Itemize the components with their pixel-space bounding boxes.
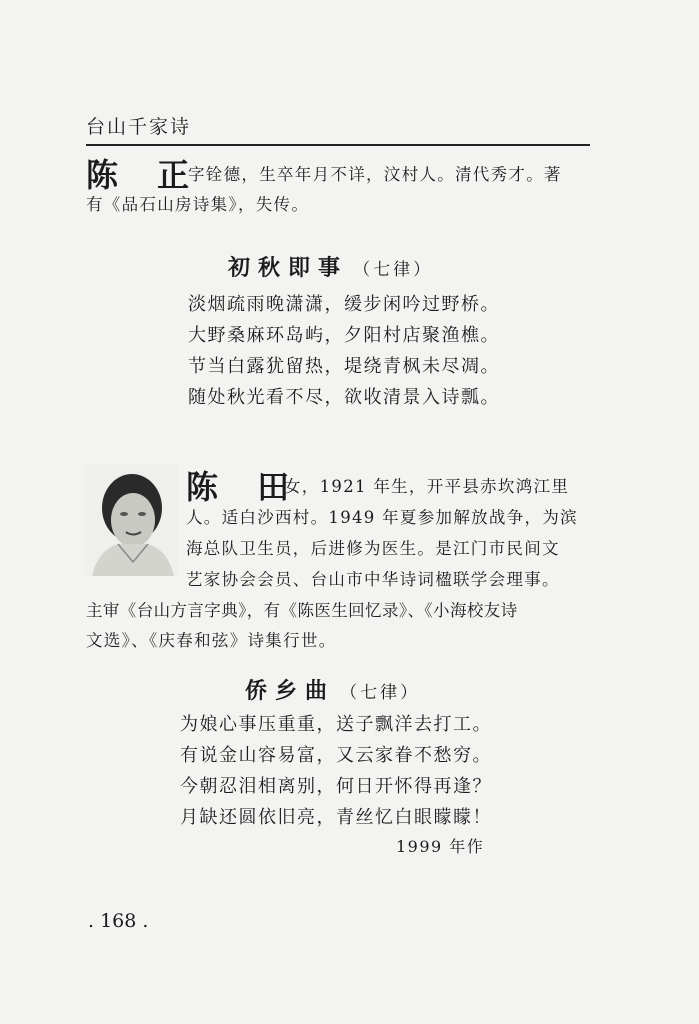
author-portrait: [84, 464, 178, 576]
bio-line: 文选》、《庆春和弦》诗集行世。: [86, 631, 337, 650]
bio-line: 字铨德，生卒年月不详，汶村人。清代秀才。著: [188, 165, 562, 184]
bio-line: 人。适白沙西村。1949 年夏参加解放战争，为滨: [186, 508, 578, 527]
bio-line: 有《品石山房诗集》，失传。: [86, 195, 310, 214]
poem-line: 随处秋光看不尽，欲收清景入诗瓢。: [188, 387, 500, 408]
poem-heading: [228, 251, 433, 282]
poem-line: 节当白露犹留热，堤绕青枫未尽凋。: [188, 356, 500, 377]
bio-line: 主审《台山方言字典》，有《陈医生回忆录》、《小海校友诗: [86, 601, 518, 620]
poem-line: 为娘心事压重重，送子飘洋去打工。: [180, 714, 492, 735]
poem-form: （七律）: [353, 260, 434, 280]
poem-form: （七律）: [340, 683, 421, 703]
poem-line: 淡烟疏雨晚潇潇，缓步闲吟过野桥。: [188, 294, 500, 315]
poem-date: 1999 年作: [396, 837, 485, 856]
page-number: . 168 .: [88, 910, 149, 932]
author-name-chen-tian: 陈 田: [186, 468, 304, 506]
poem-title: 侨乡曲: [245, 679, 336, 704]
header-rule: [86, 144, 590, 146]
author-name-chen-zheng: 陈 正: [86, 156, 204, 194]
running-header: 台山千家诗: [86, 116, 192, 138]
bio-line: 女，1921 年生，开平县赤坎鸿江里: [284, 477, 570, 496]
bio-line: 海总队卫生员，后进修为医生。是江门市民间文: [186, 539, 560, 558]
bio-line: 艺家协会会员、台山市中华诗词楹联学会理事。: [186, 570, 560, 589]
poem-line: 有说金山容易富，又云家眷不愁穷。: [180, 745, 492, 766]
poem-line: 今朝忍泪相离别，何日开怀得再逢？: [180, 776, 492, 797]
poem-title: 初秋即事: [228, 256, 349, 281]
poem-line: 月缺还圆依旧亮，青丝忆白眼矇矇！: [180, 807, 492, 828]
poem-line: 大野桑麻环岛屿，夕阳村店聚渔樵。: [188, 325, 500, 346]
poem-heading: [245, 674, 420, 705]
